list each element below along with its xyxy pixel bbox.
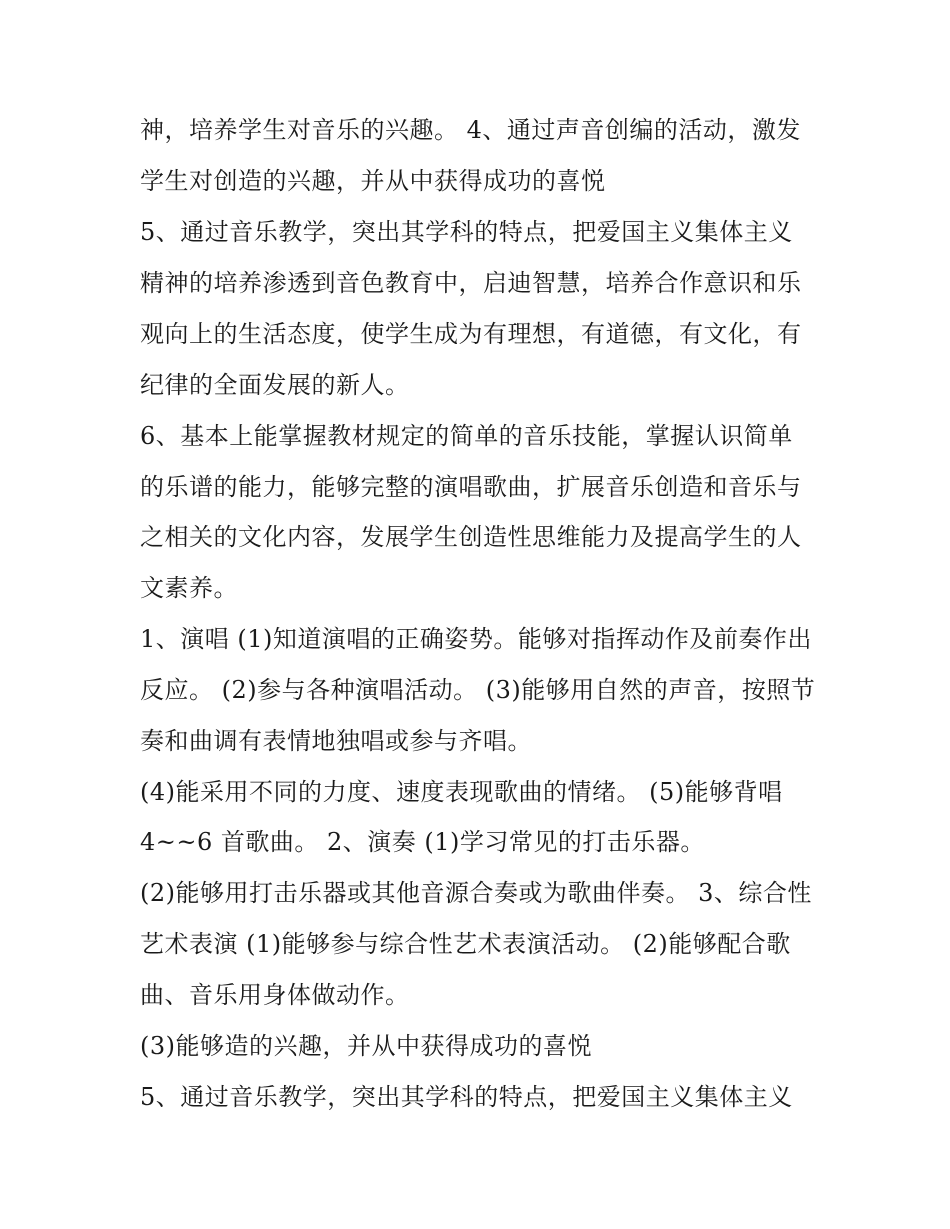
text-line: 艺术表演 (1)能够参与综合性艺术表演活动。 (2)能够配合歌 — [140, 930, 791, 958]
text-line: 的乐谱的能力，能够完整的演唱歌曲，扩展音乐创造和音乐与 — [140, 473, 802, 501]
text-line: 5、通过音乐教学，突出其学科的特点，把爱国主义集体主义 — [140, 1083, 793, 1111]
text-line: 学生对创造的兴趣，并从中获得成功的喜悦 — [140, 167, 606, 195]
text-line: (2)能够用打击乐器或其他音源合奏或为歌曲伴奏。 3、综合性 — [140, 879, 812, 907]
text-line: (3)能够造的兴趣，并从中获得成功的喜悦 — [140, 1032, 592, 1060]
text-line: 1、演唱 (1)知道演唱的正确姿势。能够对指挥动作及前奏作出 — [140, 625, 812, 653]
text-line: 文素养。 — [140, 574, 238, 602]
text-line: 6、基本上能掌握教材规定的简单的音乐技能，掌握认识简单 — [140, 422, 793, 450]
text-line: 反应。 (2)参与各种演唱活动。 (3)能够用自然的声音，按照节 — [140, 676, 816, 704]
text-line: 4~~6 首歌曲。 2、演奏 (1)学习常见的打击乐器。 — [140, 828, 705, 856]
text-line: 纪律的全面发展的新人。 — [140, 371, 410, 399]
text-line: 奏和曲调有表情地独唱或参与齐唱。 — [140, 727, 532, 755]
text-line: (4)能采用不同的力度、速度表现歌曲的情绪。 (5)能够背唱 — [140, 778, 783, 806]
text-line: 曲、音乐用身体做动作。 — [140, 981, 410, 1009]
text-line: 神，培养学生对音乐的兴趣。 4、通过声音创编的活动，激发 — [140, 116, 801, 144]
text-line: 之相关的文化内容，发展学生创造性思维能力及提高学生的人 — [140, 523, 802, 551]
text-line: 观向上的生活态度，使学生成为有理想，有道德，有文化，有 — [140, 320, 802, 348]
text-line: 5、通过音乐教学，突出其学科的特点，把爱国主义集体主义 — [140, 218, 793, 246]
text-line: 精神的培养渗透到音色教育中，启迪智慧，培养合作意识和乐 — [140, 269, 802, 297]
